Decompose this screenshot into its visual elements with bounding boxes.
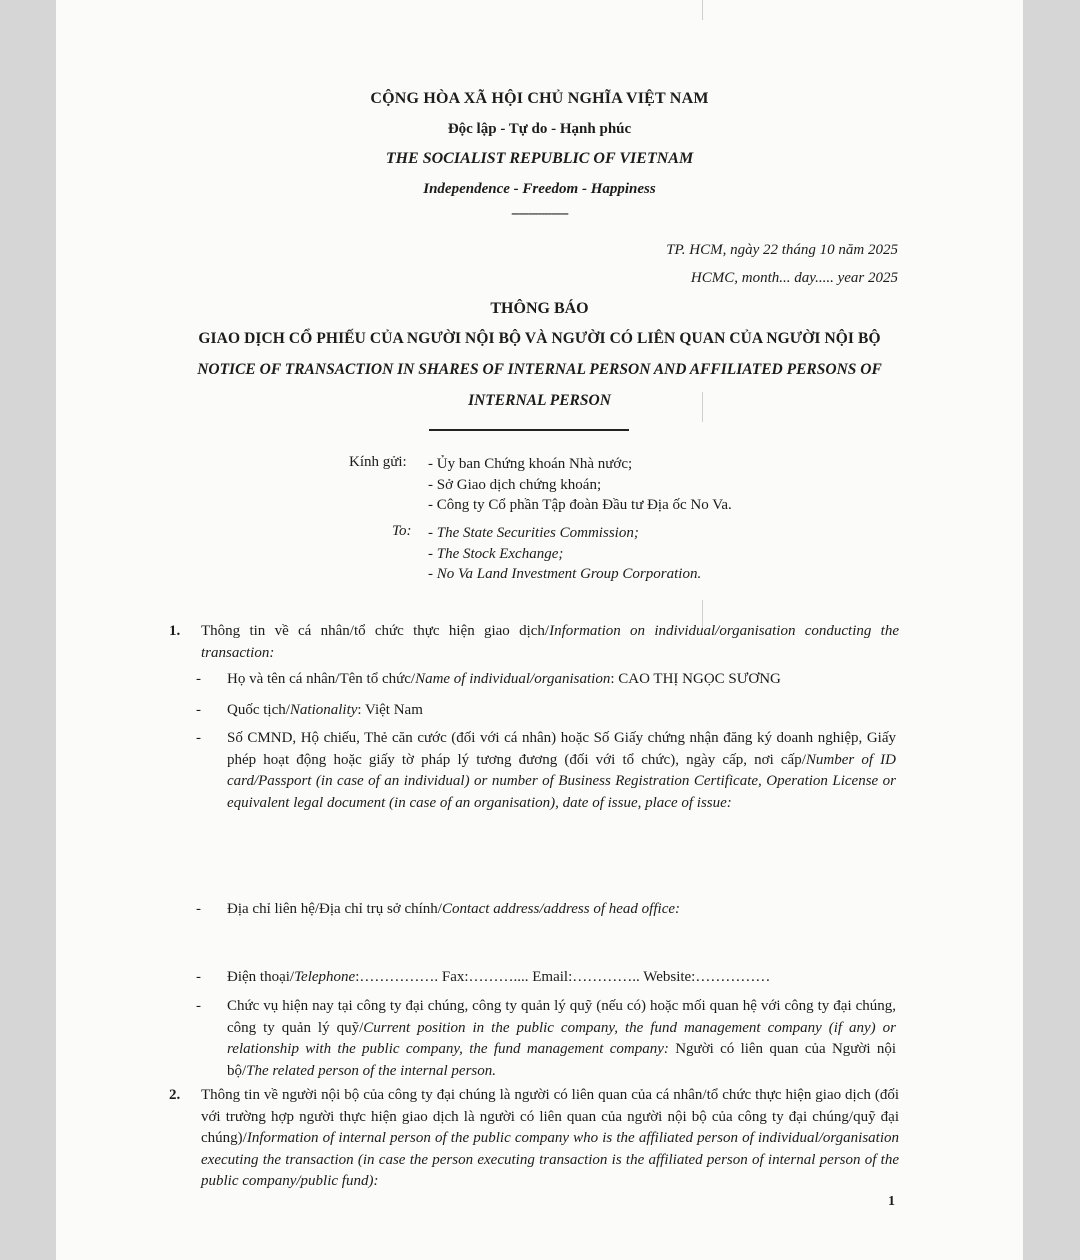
recipients-list-vn [428, 454, 732, 516]
notice-subtitle-en-cont: INTERNAL PERSON [468, 392, 611, 409]
section-text: Thông tin về người nội bộ của công ty đại chúng là người có liên quan của cá nhân/tổ chức thực hiện giao dịch (đối với trường hợp người thực hiện giao dịch là người có liên quan của người nội bộ của công ty đại chúng/quỹ đại chúng)/Information of internal person of the public company who is the affiliated person of individual/organisation executing the transaction (in case the person executing transaction is the affiliated person of internal person of the public company/public fund): [201, 1087, 899, 1189]
recipients-label-vn: Kính gửi: [349, 454, 407, 470]
recipient-item: - Sở Giao dịch chứng khoán; [428, 476, 602, 493]
field-nationality: - Quốc tịch/Nationality: Việt Nam [196, 702, 423, 718]
recipient-item: - No Va Land Investment Group Corporation. [428, 566, 702, 582]
section-1 [169, 621, 899, 664]
notice-title: THÔNG BÁO [490, 300, 589, 317]
recipient-item: - The State Securities Commission; [428, 525, 639, 541]
scan-mark [702, 0, 703, 20]
header-separator: ----------------- [511, 205, 568, 220]
recipients-label-en: To: [392, 523, 412, 539]
date-line-vn: TP. HCM, ngày 22 tháng 10 năm 2025 [666, 242, 898, 258]
page-number: 1 [888, 1194, 895, 1209]
notice-subtitle-en: NOTICE OF TRANSACTION IN SHARES OF INTERNAL PERSON AND AFFILIATED PERSONS OF [197, 361, 882, 378]
section-heading: Thông tin về cá nhân/tổ chức thực hiện giao dịch/Information on individual/organisation conducting the transaction: [201, 623, 899, 661]
recipient-item: - The Stock Exchange; [428, 545, 564, 562]
field-position: - Chức vụ hiện nay tại công ty đại chúng, công ty quản lý quỹ (nếu có) hoặc mối quan hệ với công ty đại chúng, công ty quản lý quỹ/Current position in the public company, the fund management company (if any) or relationship with the public company, the fund management company: Người có liên quan của Người nội bộ/The related person of the internal person. [196, 998, 896, 1079]
nationality-value: : Việt Nam [357, 702, 423, 718]
section-number: 2. [169, 1087, 181, 1103]
name-value: : CAO THỊ NGỌC SƯƠNG [610, 671, 781, 687]
field-address: - Địa chỉ liên hệ/Địa chỉ trụ sở chính/Contact address/address of head office: [196, 901, 680, 917]
date-line-en: HCMC, month... day..... year 2025 [690, 270, 898, 286]
notice-subtitle-vn: GIAO DỊCH CỔ PHIẾU CỦA NGƯỜI NỘI BỘ VÀ NGƯỜI CÓ LIÊN QUAN CỦA NGƯỜI NỘI BỘ [198, 330, 881, 347]
section-number: 1. [169, 623, 181, 639]
recipients-list-en [428, 523, 701, 585]
field-id-document: - Số CMND, Hộ chiếu, Thẻ căn cước (đối với cá nhân) hoặc Số Giấy chứng nhận đăng ký doanh nghiệp, Giấy phép hoạt động hoặc giấy tờ pháp lý tương đương (đối với tổ chức), ngày cấp, nơi cấp/Number of ID card/Passport (in case of an individual) or number of Business Registration Certificate, Operation License or equivalent legal document (in case of an organisation), date of issue, place of issue: [196, 730, 897, 811]
section-2 [169, 1085, 899, 1193]
document-page [56, 0, 1023, 1260]
recipient-item: - Ủy ban Chứng khoán Nhà nước; [428, 456, 633, 472]
motto-vn: Độc lập - Tự do - Hạnh phúc [447, 121, 632, 137]
title-underline [429, 429, 629, 431]
country-name-en: THE SOCIALIST REPUBLIC OF VIETNAM [385, 150, 694, 167]
field-name: - Họ và tên cá nhân/Tên tổ chức/Name of individual/organisation: CAO THỊ NGỌC SƯƠNG [196, 671, 781, 687]
motto-en: Independence - Freedom - Happiness [423, 181, 656, 197]
country-name-vn: CỘNG HÒA XÃ HỘI CHỦ NGHĨA VIỆT NAM [370, 90, 709, 107]
recipient-item: - Công ty Cổ phần Tập đoàn Đầu tư Địa ốc No Va. [428, 497, 732, 513]
field-contact: - Điện thoại/Telephone:……………. Fax:……….... Email:………….. Website:…………… [196, 969, 771, 985]
